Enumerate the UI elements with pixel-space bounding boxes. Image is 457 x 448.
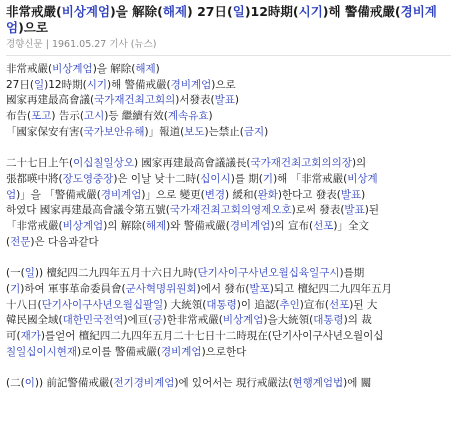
text-segment: 「非常戒嚴( <box>6 220 63 233</box>
text-segment: )의 解除( <box>103 220 146 233</box>
hangul-reading: 경비계엄 <box>170 78 212 91</box>
article-summary <box>6 62 451 141</box>
hangul-reading: 이십칠일상오 <box>73 157 134 170</box>
text-segment: (一( <box>6 267 25 280</box>
text-segment: )으로 <box>18 20 48 35</box>
hangul-reading: 단기사이구사년오월십팔일 <box>41 298 164 311</box>
paragraph-gap <box>6 250 451 266</box>
text-line <box>6 125 451 141</box>
text-segment: )12時期( <box>244 4 299 19</box>
hangul-reading: 시기 <box>298 4 323 19</box>
text-segment: )」으로 變更( <box>141 188 205 201</box>
text-segment: )」을 「警備戒嚴( <box>16 188 101 201</box>
hangul-reading: 국가재건최고회의 <box>94 94 176 107</box>
hangul-reading: 선포 <box>313 220 334 233</box>
text-segment: )을大統領( <box>263 314 314 327</box>
text-segment: ( <box>6 282 11 295</box>
hangul-reading: 고시 <box>83 110 105 123</box>
text-segment: )를얻어 檀紀四二九四年五月二十七日十二時現在( <box>40 329 272 342</box>
text-segment: )에 있어서는 現行戒嚴法( <box>174 377 293 390</box>
text-segment: 布告( <box>6 110 32 123</box>
text-segment: )에서 發布( <box>196 282 250 295</box>
text-segment: )은 이날 낮十二時( <box>113 172 201 185</box>
text-segment: )은 다음과같다 <box>30 235 99 248</box>
hangul-reading: 금지 <box>243 125 265 138</box>
text-segment: )의 宣布( <box>270 220 314 233</box>
text-segment: 二十七日上午( <box>6 157 74 170</box>
text-segment: )서發表( <box>175 94 215 107</box>
headline <box>6 4 451 36</box>
hangul-reading: 장도영중장 <box>62 172 114 185</box>
text-segment: )한다고 發表( <box>277 188 341 201</box>
text-line <box>6 345 451 361</box>
text-segment: ) 告示( <box>51 110 84 123</box>
text-segment: 非常戒嚴( <box>6 4 62 19</box>
text-segment: 27日( <box>6 78 34 91</box>
hangul-reading: 해제 <box>145 220 167 233</box>
hangul-reading: 발표 <box>344 204 365 217</box>
text-segment: )」全文 <box>333 220 370 233</box>
article-source: 경향신문 | 1961.05.27 기사 (뉴스) <box>6 39 451 56</box>
hangul-reading: 현행계엄법 <box>292 377 344 390</box>
hangul-reading: 비상계엄 <box>62 220 104 233</box>
hangul-reading: 비상계엄 <box>52 63 93 75</box>
text-line <box>6 203 451 219</box>
hangul-reading: 발포 <box>249 282 270 295</box>
hangul-reading: 국가보안유해 <box>83 125 145 138</box>
hangul-reading: 엄 <box>6 188 17 201</box>
text-segment: ) 27日( <box>187 4 233 19</box>
hangul-reading: 기 <box>10 282 21 295</box>
text-segment: )으로 <box>211 78 236 91</box>
text-segment: )를期 <box>339 267 365 280</box>
text-segment: 「國家保安有害( <box>6 125 84 138</box>
text-line <box>6 235 451 251</box>
text-line <box>6 109 451 125</box>
hangul-reading: 경비계엄 <box>6 4 437 35</box>
hangul-reading: 추인 <box>279 298 300 311</box>
hangul-reading: 전문 <box>10 235 31 248</box>
text-segment: 韓民國全域( <box>6 314 63 327</box>
text-line <box>6 78 451 94</box>
article-body-paragraph-1 <box>6 156 451 250</box>
article-body-paragraph-2 <box>6 266 451 360</box>
text-segment: )」報道( <box>144 125 185 138</box>
hangul-reading: 국가재건최고회의영제오호 <box>169 204 292 217</box>
hangul-reading: 계속유효 <box>167 110 209 123</box>
text-segment: )해 警備戒嚴( <box>106 78 171 91</box>
text-segment: )와 警備戒嚴( <box>166 220 230 233</box>
text-segment: )한非常戒嚴( <box>162 314 223 327</box>
text-line <box>6 266 451 282</box>
paragraph-gap <box>6 141 451 157</box>
text-line <box>6 172 451 188</box>
text-segment: )를 期( <box>230 172 263 185</box>
text-segment: ) <box>155 63 160 75</box>
text-line <box>6 62 451 78</box>
hangul-reading: 비상계엄 <box>61 4 111 19</box>
hangul-reading: 대통령 <box>313 314 344 327</box>
text-line <box>6 156 451 172</box>
text-segment: )해 「非常戒嚴( <box>273 172 348 185</box>
text-line <box>6 93 451 109</box>
hangul-reading: 해제 <box>162 4 188 19</box>
hangul-reading: 경비계엄 <box>160 345 202 358</box>
text-segment: )되고 檀紀四二九四年五月 <box>269 282 392 295</box>
text-segment: 國家再建最高會議( <box>6 94 95 107</box>
hangul-reading: 일 <box>232 4 245 19</box>
text-segment: ) <box>234 94 240 107</box>
text-segment: )등 繼續有效( <box>104 110 168 123</box>
paragraph-gap <box>6 360 451 376</box>
hangul-reading: 변경 <box>204 188 226 201</box>
text-line <box>6 329 451 345</box>
text-segment: )에 關 <box>343 377 372 390</box>
text-segment: 하였다 國家再建最高會議令第五號( <box>6 204 170 217</box>
hangul-reading: 포고 <box>31 110 52 123</box>
text-segment: )에亘( <box>123 314 153 327</box>
hangul-reading: 완화 <box>257 188 278 201</box>
hangul-reading: 발표 <box>340 188 362 201</box>
text-line <box>6 298 451 314</box>
hangul-reading: 해제 <box>135 63 156 75</box>
hangul-reading: 국가재건최고회의의장 <box>250 157 352 170</box>
hangul-reading: 비상계 <box>347 172 378 185</box>
hangul-reading: 긍 <box>152 314 163 327</box>
hangul-reading: 대통령 <box>206 298 237 311</box>
text-segment: )된 大 <box>349 298 378 311</box>
text-segment: )의 裁 <box>343 314 372 327</box>
text-segment: ) 大統領( <box>163 298 207 311</box>
text-segment: )을 解除( <box>92 63 136 75</box>
hangul-reading: 대한민국전역 <box>62 314 124 327</box>
hangul-reading: 단기사이구사년오월십육일구시 <box>197 267 340 280</box>
text-segment: )宣布( <box>299 298 329 311</box>
text-segment: )) 前記警備戒嚴( <box>34 377 114 390</box>
hangul-reading: 전기경비계엄 <box>113 377 175 390</box>
hangul-reading: 비상계엄 <box>222 314 264 327</box>
text-segment: )으로한다 <box>201 345 247 358</box>
text-segment: ) 國家再建最高會議議長( <box>133 157 251 170</box>
hangul-reading: 경비계엄 <box>229 220 271 233</box>
text-segment: )로이를 警備戒嚴( <box>77 345 161 358</box>
hangul-reading: 일 <box>33 78 45 91</box>
text-segment: 張都暎中將( <box>6 172 63 185</box>
text-segment: )12時期( <box>44 78 87 91</box>
text-segment: ) <box>208 110 213 123</box>
hangul-reading: 일 <box>24 267 35 280</box>
text-segment: 非常戒嚴( <box>6 63 53 75</box>
text-line <box>6 188 451 204</box>
hangul-reading: 군사혁명위원회 <box>125 282 197 295</box>
text-segment: )로써 發表( <box>291 204 345 217</box>
text-line <box>6 282 451 298</box>
hangul-reading: 재가 <box>20 329 41 342</box>
text-segment: )된 <box>364 204 379 217</box>
hangul-reading: 선포 <box>328 298 350 311</box>
text-segment: (二( <box>6 377 25 390</box>
text-segment: ) <box>361 188 366 201</box>
text-segment: )) 檀紀四二九四年五月十六日九時( <box>34 267 198 280</box>
text-segment: ) 緩和( <box>225 188 258 201</box>
hangul-reading: 기 <box>262 172 274 185</box>
hangul-reading: 경비계엄 <box>100 188 142 201</box>
hangul-reading: 시기 <box>86 78 107 91</box>
text-segment: )는禁止( <box>204 125 244 138</box>
text-line <box>6 219 451 235</box>
text-line <box>6 376 451 392</box>
text-segment: ) <box>264 125 269 138</box>
text-segment: )하여 軍事革命委員會( <box>20 282 126 295</box>
hangul-reading: 발표 <box>214 94 235 107</box>
text-segment: )이 追認( <box>236 298 280 311</box>
text-segment: 可( <box>6 329 21 342</box>
text-segment: 단기사이구사년오월이십 <box>271 329 384 342</box>
article-body-paragraph-3 <box>6 376 451 392</box>
hangul-reading: 보도 <box>184 125 205 138</box>
hangul-reading: 십이시 <box>200 172 231 185</box>
text-segment: )의 <box>351 157 367 170</box>
text-line <box>6 313 451 329</box>
text-segment: )해 警備戒嚴( <box>322 4 401 19</box>
hangul-reading: 칠일십이시현재 <box>6 345 78 358</box>
text-segment: 十八日( <box>6 298 42 311</box>
text-segment: )을 解除( <box>110 4 163 19</box>
hangul-reading: 이 <box>24 377 35 390</box>
text-segment: ( <box>6 235 11 248</box>
